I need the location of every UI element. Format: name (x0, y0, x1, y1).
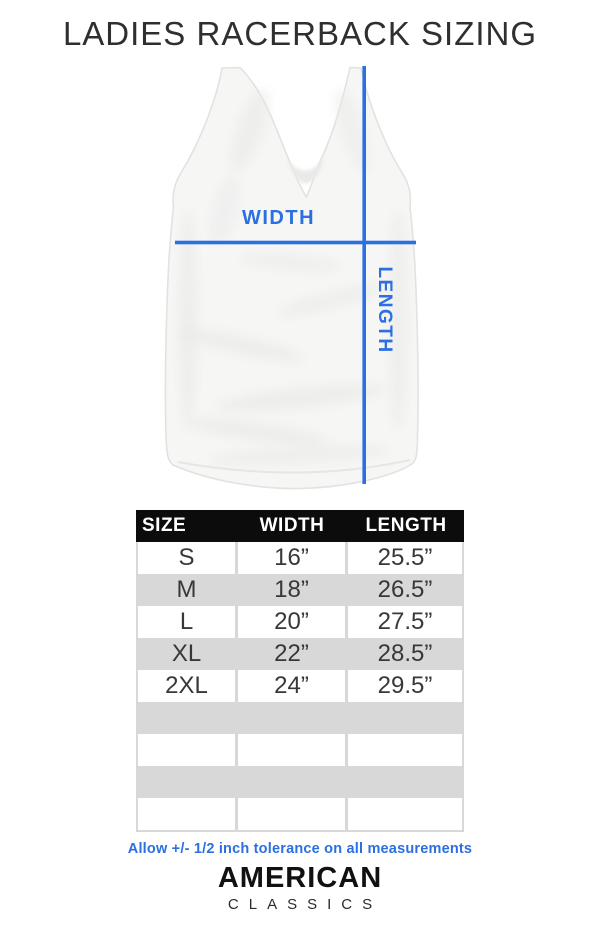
table-row-empty (138, 734, 462, 766)
header-size: SIZE (142, 515, 187, 536)
brand-name-american: AMERICAN (217, 862, 383, 894)
cell-length: 26.5” (377, 576, 433, 603)
brand-logo (0, 862, 600, 913)
table-row (138, 542, 462, 574)
cell-size: L (138, 606, 238, 638)
cell-length: 27.5” (377, 608, 433, 635)
cell-width: 24” (238, 670, 348, 702)
size-table-header (136, 510, 464, 542)
width-measure-line (175, 241, 416, 245)
table-row (138, 574, 462, 606)
cell-size: M (138, 574, 238, 606)
cell-size: XL (138, 638, 238, 670)
cell-width: 22” (238, 638, 348, 670)
brand-name-classics: CLASSICS (227, 896, 383, 913)
size-table-body (136, 542, 464, 832)
tolerance-note: Allow +/- 1/2 inch tolerance on all measurements (127, 841, 473, 857)
cell-length: 29.5” (377, 672, 433, 699)
table-row-empty (138, 766, 462, 798)
width-measure-label: WIDTH (242, 207, 316, 229)
cell-size: 2XL (138, 670, 238, 702)
table-row (138, 670, 462, 702)
cell-length: 28.5” (377, 640, 433, 667)
cell-length: 25.5” (377, 544, 433, 571)
length-measure-label: LENGTH (374, 266, 395, 354)
table-row (138, 606, 462, 638)
cell-width: 18” (238, 574, 348, 606)
size-table (136, 510, 464, 832)
tank-top-graphic (130, 55, 470, 500)
header-width: WIDTH (259, 515, 325, 536)
page-title: LADIES RACERBACK SIZING (62, 15, 538, 52)
table-row-empty (138, 798, 462, 830)
cell-width: 16” (238, 542, 348, 574)
table-row-empty (138, 702, 462, 734)
tank-top-diagram (130, 55, 470, 500)
table-row (138, 638, 462, 670)
cell-width: 20” (238, 606, 348, 638)
cell-size: S (138, 542, 238, 574)
length-measure-line (362, 66, 366, 484)
header-length: LENGTH (365, 515, 447, 536)
